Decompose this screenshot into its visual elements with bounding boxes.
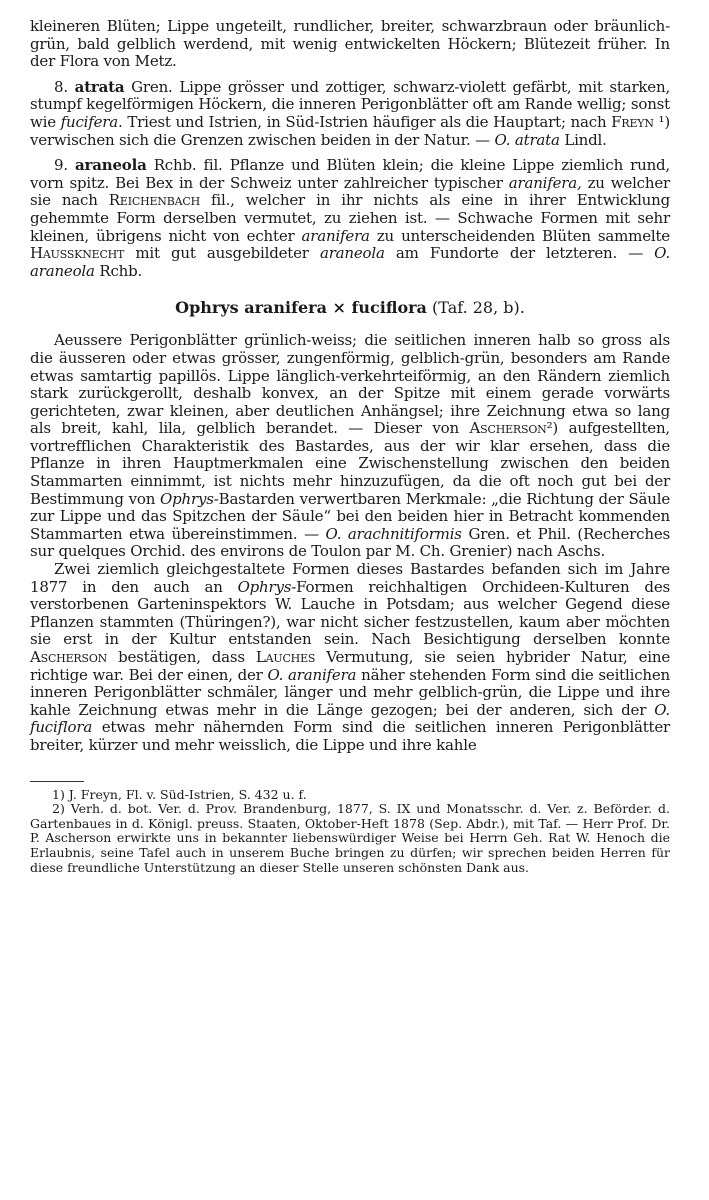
page-content	[30, 18, 670, 875]
plate-reference: (Taf. 28, b).	[432, 298, 525, 318]
footnotes	[30, 788, 670, 876]
hybrid-name: Ophrys aranifera × fuciflora	[175, 298, 427, 318]
description-paragraph: Aeussere Perigonblätter grünlich-weiss; die seitlichen inneren halb so gross als die äusseren oder etwas grösser, zungenförmig, gelblich-grün, besonders am Rande etwas samtartig papillös. Lippe länglich-verkehrteiförmig, an den Rändern ziemlich stark zurückgerollt, deshalb konvex, an der Spitze mit einem gerade vorwärts gerichteten, zwar kleinen, aber deutlichen Anhängsel; ihre Zeichnung etwa so lang als breit, kahl, lila, gelblich berandet. — Dieser von Ascherson²) aufgestellten, vortrefflichen Charakteristik des Bastardes, aus der wir klar ersehen, dass die Pflanze in ihren Hauptmerkmalen eine Zwischenstellung zwischen den beiden Stammarten einnimmt, ist nichts mehr hinzuzufügen, da die oft noch gut bei der Bestimmung von Ophrys-Bastarden verwertbaren Merkmale: „die Richtung der Säule zur Lippe und das Spitzchen der Säule“ bei den beiden hier in Betracht kommenden Stammarten etwa übereinstimmen. — O. arachnitiformis Gren. et Phil. (Recherches sur quelques Orchid. des environs de Toulon par M. Ch. Grenier) nach Aschs.	[30, 331, 670, 561]
footnote-ref: ²)	[546, 419, 559, 438]
variety-araneola: 9. araneola Rchb. fil. Pflanze und Blüten klein; die kleine Lippe ziemlich rund, vorn spitz. Bei Bex in der Schweiz unter zahlreicher typischer aranifera, zu welcher sie nach Reichenbach fil., welcher in ihr nichts als eine in ihrer Entwicklung gehemmte Form derselben vermutet, zu ziehen ist. — Schwache Formen mit sehr kleinen, übrigens nicht von echter aranifera zu unterscheidenden Blüten sammelte Haussknecht mit gut ausgebildeter araneola am Fundorte der letzteren. — O. araneola Rchb.	[30, 156, 670, 280]
author-name: Reichenbach	[108, 191, 200, 210]
history-paragraph: Zwei ziemlich gleichgestaltete Formen dieses Bastardes befanden sich im Jahre 1877 in den auch an Ophrys-Formen reichhaltigen Orchideen-Kulturen des verstorbenen Garteninspektors W. Lauche in Potsdam; aus welcher Gegend diese Pflanzen stammten (Thüringen?), war nicht sicher festzustellen, kaum aber möchten sie erst in der Kultur entstanden sein. Nach Besichtigung derselben konnte Ascherson bestätigen, dass Lauches Vermutung, sie seien hybrider Natur, eine richtige war. Bei der einen, der O. aranifera näher stehenden Form sind die seitlichen inneren Perigonblätter schmäler, länger und mehr gelblich-grün, die Lippe und ihre kahle Zeichnung etwas mehr in die Länge gezogen; bei der anderen, sich der O. fuciflora etwas mehr nähernden Form sind die seitlichen inneren Perigonblätter breiter, kürzer und mehr weisslich, die Lippe und ihre kahle	[30, 560, 670, 754]
variety-name: atrata	[74, 77, 125, 96]
author-name: Ascherson	[469, 419, 547, 438]
variety-number: 9.	[54, 156, 68, 175]
variety-number: 8.	[54, 77, 68, 96]
variety-name: araneola	[75, 156, 147, 175]
author-name: Ascherson	[30, 648, 108, 666]
author-name: Haussknecht	[30, 244, 125, 263]
variety-atrata: 8. atrata Gren. Lippe grösser und zottiger, schwarz-violett gefärbt, mit starken, stumpf kegelförmigen Höckern, die inneren Perigonblätter oft am Rande wellig; sonst wie fucifera. Triest und Istrien, in Süd-Istrien häufiger als die Hauptart; nach Freyn ¹) verwischen sich die Grenzen zwischen beiden in der Natur. — O. atrata Lindl.	[30, 77, 671, 149]
footnote-ref: ¹)	[658, 112, 670, 131]
footnote-divider	[30, 781, 84, 782]
section-heading	[30, 298, 670, 318]
author-name: Freyn	[611, 112, 654, 131]
footnote-2: 2) Verh. d. bot. Ver. d. Prov. Brandenburg, 1877, S. IX und Monatsschr. d. Ver. z. Beförder. d. Gartenbaues in d. Königl. preuss. Staaten, Oktober-Heft 1878 (Sep. Abdr.), mit Taf. — Herr Prof. Dr. P. Ascherson erwirkte uns in bekannter liebenswürdiger Weise bei Herrn Geh. Rat W. Henoch die Erlaubnis, seine Tafel auch in unserem Buche bringen zu dürfen; wir sprechen beiden Herren für diese freundliche Unterstützung an dieser Stelle unseren schönsten Dank aus.	[30, 801, 670, 875]
intro-paragraph: kleineren Blüten; Lippe ungeteilt, rundlicher, breiter, schwarzbraun oder bräunlich-grün, bald gelblich werdend, mit wenig entwickelten Höckern; Blütezeit früher. In der Flora von Metz.	[30, 17, 670, 71]
footnote-1: 1) J. Freyn, Fl. v. Süd-Istrien, S. 432 u. f.	[52, 786, 307, 802]
author-name: Lauches	[255, 648, 316, 666]
